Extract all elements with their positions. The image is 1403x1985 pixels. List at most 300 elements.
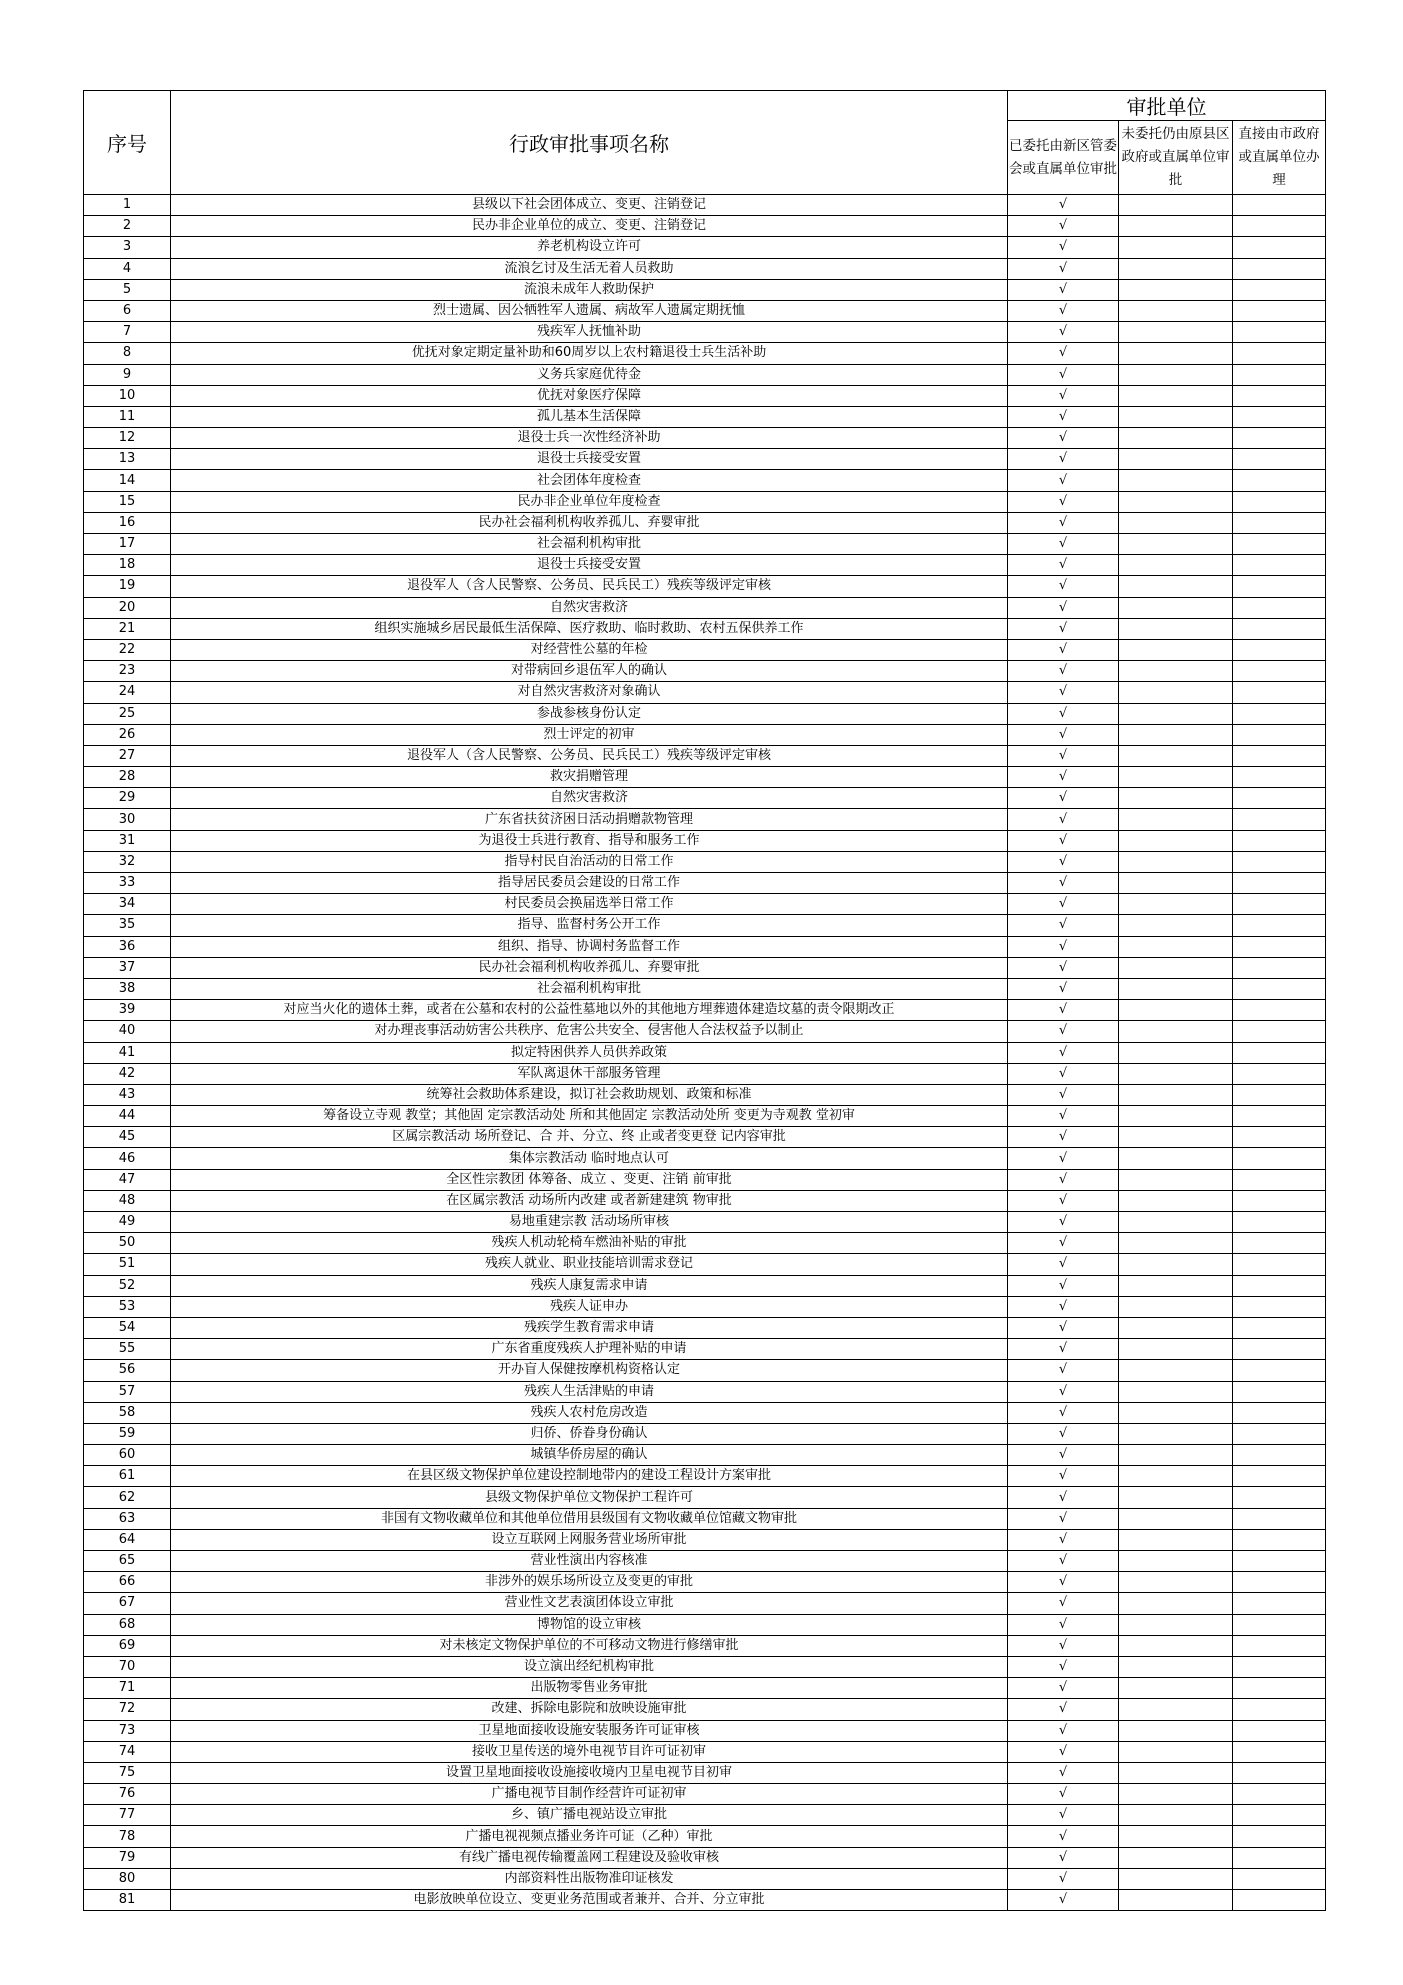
row-number: 6 — [84, 300, 171, 321]
item-name: 在县区级文物保护单位建设控制地带内的建设工程设计方案审批 — [171, 1466, 1008, 1487]
row-number: 55 — [84, 1339, 171, 1360]
table-row — [84, 703, 1326, 724]
row-number: 14 — [84, 470, 171, 491]
table-row — [84, 1635, 1326, 1656]
county-mark — [1119, 639, 1233, 660]
city-mark — [1233, 1423, 1326, 1444]
delegated-mark: √ — [1008, 1127, 1119, 1148]
city-mark — [1233, 1148, 1326, 1169]
delegated-mark: √ — [1008, 1762, 1119, 1783]
county-mark — [1119, 767, 1233, 788]
row-number: 7 — [84, 322, 171, 343]
row-number: 22 — [84, 639, 171, 660]
item-name: 自然灾害救济 — [171, 597, 1008, 618]
delegated-mark: √ — [1008, 1296, 1119, 1317]
item-name: 拟定特困供养人员供养政策 — [171, 1042, 1008, 1063]
delegated-mark: √ — [1008, 449, 1119, 470]
county-mark — [1119, 555, 1233, 576]
county-mark — [1119, 1847, 1233, 1868]
delegated-mark: √ — [1008, 1784, 1119, 1805]
row-number: 21 — [84, 618, 171, 639]
delegated-mark: √ — [1008, 1466, 1119, 1487]
table-row — [84, 957, 1326, 978]
city-mark — [1233, 1699, 1326, 1720]
county-mark — [1119, 1868, 1233, 1889]
table-row — [84, 1826, 1326, 1847]
table-row — [84, 534, 1326, 555]
county-mark — [1119, 1042, 1233, 1063]
row-number: 15 — [84, 491, 171, 512]
row-number: 58 — [84, 1402, 171, 1423]
item-name: 残疾人生活津贴的申请 — [171, 1381, 1008, 1402]
row-number: 76 — [84, 1784, 171, 1805]
city-mark — [1233, 661, 1326, 682]
row-number: 34 — [84, 894, 171, 915]
delegated-mark: √ — [1008, 1529, 1119, 1550]
row-number: 43 — [84, 1084, 171, 1105]
row-number: 36 — [84, 936, 171, 957]
delegated-mark: √ — [1008, 724, 1119, 745]
delegated-mark: √ — [1008, 978, 1119, 999]
city-mark — [1233, 1678, 1326, 1699]
county-mark — [1119, 1084, 1233, 1105]
county-mark — [1119, 830, 1233, 851]
row-number: 52 — [84, 1275, 171, 1296]
item-name: 义务兵家庭优待金 — [171, 364, 1008, 385]
city-mark — [1233, 1466, 1326, 1487]
delegated-mark: √ — [1008, 1614, 1119, 1635]
item-name: 烈士评定的初审 — [171, 724, 1008, 745]
item-name: 残疾人农村危房改造 — [171, 1402, 1008, 1423]
city-mark — [1233, 618, 1326, 639]
delegated-mark: √ — [1008, 343, 1119, 364]
county-mark — [1119, 1678, 1233, 1699]
delegated-mark: √ — [1008, 1656, 1119, 1677]
item-name: 社会福利机构审批 — [171, 534, 1008, 555]
row-number: 50 — [84, 1233, 171, 1254]
row-number: 73 — [84, 1720, 171, 1741]
row-number: 16 — [84, 512, 171, 533]
table-row — [84, 343, 1326, 364]
county-mark — [1119, 343, 1233, 364]
county-mark — [1119, 1360, 1233, 1381]
row-number: 62 — [84, 1487, 171, 1508]
table-row — [84, 470, 1326, 491]
table-body — [84, 195, 1326, 1911]
county-mark — [1119, 957, 1233, 978]
county-mark — [1119, 894, 1233, 915]
county-mark — [1119, 1275, 1233, 1296]
city-mark — [1233, 555, 1326, 576]
county-mark — [1119, 1635, 1233, 1656]
county-mark — [1119, 1381, 1233, 1402]
delegated-mark: √ — [1008, 576, 1119, 597]
delegated-mark: √ — [1008, 703, 1119, 724]
table-row — [84, 1190, 1326, 1211]
city-mark — [1233, 894, 1326, 915]
county-mark — [1119, 978, 1233, 999]
item-name: 社会福利机构审批 — [171, 978, 1008, 999]
table-row — [84, 1000, 1326, 1021]
county-mark — [1119, 428, 1233, 449]
delegated-mark: √ — [1008, 1021, 1119, 1042]
delegated-mark: √ — [1008, 470, 1119, 491]
table-row — [84, 1720, 1326, 1741]
table-row — [84, 279, 1326, 300]
item-name: 救灾捐赠管理 — [171, 767, 1008, 788]
county-mark — [1119, 1423, 1233, 1444]
row-number: 39 — [84, 1000, 171, 1021]
city-mark — [1233, 682, 1326, 703]
county-mark — [1119, 1572, 1233, 1593]
county-mark — [1119, 1063, 1233, 1084]
city-mark — [1233, 1614, 1326, 1635]
county-mark — [1119, 1021, 1233, 1042]
city-mark — [1233, 1720, 1326, 1741]
table-row — [84, 1423, 1326, 1444]
row-number: 61 — [84, 1466, 171, 1487]
county-mark — [1119, 1296, 1233, 1317]
delegated-mark: √ — [1008, 385, 1119, 406]
county-mark — [1119, 682, 1233, 703]
item-name: 指导村民自治活动的日常工作 — [171, 851, 1008, 872]
header-city-government: 直接由市政府或直属单位办理 — [1233, 121, 1326, 195]
delegated-mark: √ — [1008, 1190, 1119, 1211]
city-mark — [1233, 1360, 1326, 1381]
item-name: 优抚对象医疗保障 — [171, 385, 1008, 406]
table-row — [84, 1381, 1326, 1402]
table-row — [84, 809, 1326, 830]
city-mark — [1233, 428, 1326, 449]
table-row — [84, 195, 1326, 216]
city-mark — [1233, 470, 1326, 491]
city-mark — [1233, 1339, 1326, 1360]
table-row — [84, 1741, 1326, 1762]
table-row — [84, 767, 1326, 788]
city-mark — [1233, 1445, 1326, 1466]
row-number: 2 — [84, 216, 171, 237]
city-mark — [1233, 1402, 1326, 1423]
item-name: 残疾人证申办 — [171, 1296, 1008, 1317]
county-mark — [1119, 1402, 1233, 1423]
county-mark — [1119, 1784, 1233, 1805]
item-name: 残疾人康复需求申请 — [171, 1275, 1008, 1296]
delegated-mark: √ — [1008, 682, 1119, 703]
item-name: 残疾军人抚恤补助 — [171, 322, 1008, 343]
item-name: 对办理丧事活动妨害公共秩序、危害公共安全、侵害他人合法权益予以制止 — [171, 1021, 1008, 1042]
item-name: 残疾人就业、职业技能培训需求登记 — [171, 1254, 1008, 1275]
delegated-mark: √ — [1008, 428, 1119, 449]
approval-table-sheet — [83, 90, 1325, 1911]
delegated-mark: √ — [1008, 745, 1119, 766]
delegated-mark: √ — [1008, 1000, 1119, 1021]
delegated-mark: √ — [1008, 639, 1119, 660]
row-number: 19 — [84, 576, 171, 597]
county-mark — [1119, 1169, 1233, 1190]
item-name: 民办社会福利机构收养孤儿、弃婴审批 — [171, 957, 1008, 978]
city-mark — [1233, 1084, 1326, 1105]
item-name: 退役士兵接受安置 — [171, 555, 1008, 576]
county-mark — [1119, 1614, 1233, 1635]
row-number: 68 — [84, 1614, 171, 1635]
delegated-mark: √ — [1008, 1423, 1119, 1444]
city-mark — [1233, 1529, 1326, 1550]
row-number: 17 — [84, 534, 171, 555]
delegated-mark: √ — [1008, 1678, 1119, 1699]
item-name: 民办社会福利机构收养孤儿、弃婴审批 — [171, 512, 1008, 533]
item-name: 归侨、侨眷身份确认 — [171, 1423, 1008, 1444]
table-row — [84, 428, 1326, 449]
county-mark — [1119, 470, 1233, 491]
county-mark — [1119, 195, 1233, 216]
city-mark — [1233, 1021, 1326, 1042]
row-number: 24 — [84, 682, 171, 703]
row-number: 72 — [84, 1699, 171, 1720]
item-name: 退役士兵接受安置 — [171, 449, 1008, 470]
table-row — [84, 682, 1326, 703]
delegated-mark: √ — [1008, 258, 1119, 279]
row-number: 54 — [84, 1317, 171, 1338]
city-mark — [1233, 1487, 1326, 1508]
row-number: 56 — [84, 1360, 171, 1381]
city-mark — [1233, 745, 1326, 766]
city-mark — [1233, 279, 1326, 300]
county-mark — [1119, 788, 1233, 809]
county-mark — [1119, 1233, 1233, 1254]
delegated-mark: √ — [1008, 957, 1119, 978]
delegated-mark: √ — [1008, 1572, 1119, 1593]
item-name: 接收卫星传送的境外电视节目许可证初审 — [171, 1741, 1008, 1762]
table-row — [84, 449, 1326, 470]
delegated-mark: √ — [1008, 1212, 1119, 1233]
item-name: 民办非企业单位年度检查 — [171, 491, 1008, 512]
delegated-mark: √ — [1008, 364, 1119, 385]
delegated-mark: √ — [1008, 555, 1119, 576]
item-name: 出版物零售业务审批 — [171, 1678, 1008, 1699]
city-mark — [1233, 406, 1326, 427]
delegated-mark: √ — [1008, 534, 1119, 555]
delegated-mark: √ — [1008, 1445, 1119, 1466]
city-mark — [1233, 873, 1326, 894]
item-name: 电影放映单位设立、变更业务范围或者兼并、合并、分立审批 — [171, 1890, 1008, 1911]
row-number: 23 — [84, 661, 171, 682]
county-mark — [1119, 661, 1233, 682]
header-item-name: 行政审批事项名称 — [171, 91, 1008, 195]
table-row — [84, 1593, 1326, 1614]
delegated-mark: √ — [1008, 1805, 1119, 1826]
row-number: 65 — [84, 1551, 171, 1572]
city-mark — [1233, 534, 1326, 555]
county-mark — [1119, 1000, 1233, 1021]
delegated-mark: √ — [1008, 1699, 1119, 1720]
county-mark — [1119, 322, 1233, 343]
county-mark — [1119, 1254, 1233, 1275]
table-row — [84, 555, 1326, 576]
delegated-mark: √ — [1008, 597, 1119, 618]
row-number: 25 — [84, 703, 171, 724]
item-name: 乡、镇广播电视站设立审批 — [171, 1805, 1008, 1826]
approval-items-table — [83, 90, 1326, 1911]
item-name: 有线广播电视传输覆盖网工程建设及验收审核 — [171, 1847, 1008, 1868]
row-number: 13 — [84, 449, 171, 470]
county-mark — [1119, 873, 1233, 894]
city-mark — [1233, 1381, 1326, 1402]
row-number: 41 — [84, 1042, 171, 1063]
city-mark — [1233, 639, 1326, 660]
row-number: 60 — [84, 1445, 171, 1466]
delegated-mark: √ — [1008, 1042, 1119, 1063]
item-name: 县级以下社会团体成立、变更、注销登记 — [171, 195, 1008, 216]
county-mark — [1119, 491, 1233, 512]
row-number: 70 — [84, 1656, 171, 1677]
table-row — [84, 1317, 1326, 1338]
delegated-mark: √ — [1008, 237, 1119, 258]
item-name: 营业性文艺表演团体设立审批 — [171, 1593, 1008, 1614]
item-name: 设置卫星地面接收设施接收境内卫星电视节目初审 — [171, 1762, 1008, 1783]
row-number: 32 — [84, 851, 171, 872]
city-mark — [1233, 300, 1326, 321]
county-mark — [1119, 851, 1233, 872]
county-mark — [1119, 809, 1233, 830]
table-row — [84, 745, 1326, 766]
row-number: 57 — [84, 1381, 171, 1402]
header-delegated-new-district: 已委托由新区管委会或直属单位审批 — [1008, 121, 1119, 195]
city-mark — [1233, 1635, 1326, 1656]
city-mark — [1233, 1212, 1326, 1233]
county-mark — [1119, 449, 1233, 470]
table-row — [84, 576, 1326, 597]
item-name: 对经营性公墓的年检 — [171, 639, 1008, 660]
item-name: 孤儿基本生活保障 — [171, 406, 1008, 427]
county-mark — [1119, 279, 1233, 300]
delegated-mark: √ — [1008, 661, 1119, 682]
city-mark — [1233, 851, 1326, 872]
city-mark — [1233, 1190, 1326, 1211]
row-number: 35 — [84, 915, 171, 936]
city-mark — [1233, 597, 1326, 618]
county-mark — [1119, 1656, 1233, 1677]
city-mark — [1233, 1762, 1326, 1783]
table-row — [84, 1021, 1326, 1042]
delegated-mark: √ — [1008, 406, 1119, 427]
item-name: 全区性宗教团 体筹备、成立 、变更、注销 前审批 — [171, 1169, 1008, 1190]
item-name: 广播电视视频点播业务许可证（乙种）审批 — [171, 1826, 1008, 1847]
table-row — [84, 639, 1326, 660]
delegated-mark: √ — [1008, 1084, 1119, 1105]
city-mark — [1233, 1784, 1326, 1805]
item-name: 集体宗教活动 临时地点认可 — [171, 1148, 1008, 1169]
table-row — [84, 1508, 1326, 1529]
city-mark — [1233, 1000, 1326, 1021]
delegated-mark: √ — [1008, 1487, 1119, 1508]
county-mark — [1119, 1487, 1233, 1508]
county-mark — [1119, 534, 1233, 555]
row-number: 48 — [84, 1190, 171, 1211]
delegated-mark: √ — [1008, 1254, 1119, 1275]
county-mark — [1119, 406, 1233, 427]
row-number: 44 — [84, 1106, 171, 1127]
table-row — [84, 1445, 1326, 1466]
county-mark — [1119, 1805, 1233, 1826]
county-mark — [1119, 1529, 1233, 1550]
city-mark — [1233, 1826, 1326, 1847]
table-row — [84, 1678, 1326, 1699]
city-mark — [1233, 512, 1326, 533]
row-number: 29 — [84, 788, 171, 809]
item-name: 统筹社会救助体系建设，拟订社会救助规划、政策和标准 — [171, 1084, 1008, 1105]
delegated-mark: √ — [1008, 491, 1119, 512]
table-row — [84, 1656, 1326, 1677]
delegated-mark: √ — [1008, 1508, 1119, 1529]
item-name: 广东省扶贫济困日活动捐赠款物管理 — [171, 809, 1008, 830]
table-row — [84, 1084, 1326, 1105]
county-mark — [1119, 237, 1233, 258]
county-mark — [1119, 1720, 1233, 1741]
item-name: 开办盲人保健按摩机构资格认定 — [171, 1360, 1008, 1381]
table-row — [84, 1106, 1326, 1127]
table-row — [84, 1042, 1326, 1063]
county-mark — [1119, 597, 1233, 618]
item-name: 城镇华侨房屋的确认 — [171, 1445, 1008, 1466]
table-row — [84, 873, 1326, 894]
county-mark — [1119, 364, 1233, 385]
delegated-mark: √ — [1008, 830, 1119, 851]
table-row — [84, 1614, 1326, 1635]
row-number: 8 — [84, 343, 171, 364]
row-number: 78 — [84, 1826, 171, 1847]
table-row — [84, 216, 1326, 237]
row-number: 10 — [84, 385, 171, 406]
row-number: 31 — [84, 830, 171, 851]
item-name: 流浪乞讨及生活无着人员救助 — [171, 258, 1008, 279]
city-mark — [1233, 809, 1326, 830]
delegated-mark: √ — [1008, 915, 1119, 936]
item-name: 设立互联网上网服务营业场所审批 — [171, 1529, 1008, 1550]
row-number: 71 — [84, 1678, 171, 1699]
table-row — [84, 788, 1326, 809]
item-name: 指导、监督村务公开工作 — [171, 915, 1008, 936]
item-name: 广播电视节目制作经营许可证初审 — [171, 1784, 1008, 1805]
county-mark — [1119, 936, 1233, 957]
row-number: 18 — [84, 555, 171, 576]
city-mark — [1233, 385, 1326, 406]
delegated-mark: √ — [1008, 1826, 1119, 1847]
table-row — [84, 300, 1326, 321]
header-original-county-government: 未委托仍由原县区政府或直属单位审批 — [1119, 121, 1233, 195]
table-row — [84, 1487, 1326, 1508]
row-number: 64 — [84, 1529, 171, 1550]
row-number: 66 — [84, 1572, 171, 1593]
county-mark — [1119, 1826, 1233, 1847]
table-row — [84, 1551, 1326, 1572]
city-mark — [1233, 788, 1326, 809]
city-mark — [1233, 1656, 1326, 1677]
city-mark — [1233, 1169, 1326, 1190]
delegated-mark: √ — [1008, 1063, 1119, 1084]
delegated-mark: √ — [1008, 1847, 1119, 1868]
header-seq: 序号 — [84, 91, 171, 195]
city-mark — [1233, 576, 1326, 597]
item-name: 对应当火化的遗体土葬，或者在公墓和农村的公益性墓地以外的其他地方埋葬遗体建造坟墓的责令限期改正 — [171, 1000, 1008, 1021]
item-name: 非涉外的娱乐场所设立及变更的审批 — [171, 1572, 1008, 1593]
table-row — [84, 1127, 1326, 1148]
table-row — [84, 851, 1326, 872]
delegated-mark: √ — [1008, 767, 1119, 788]
county-mark — [1119, 576, 1233, 597]
row-number: 40 — [84, 1021, 171, 1042]
city-mark — [1233, 957, 1326, 978]
delegated-mark: √ — [1008, 873, 1119, 894]
